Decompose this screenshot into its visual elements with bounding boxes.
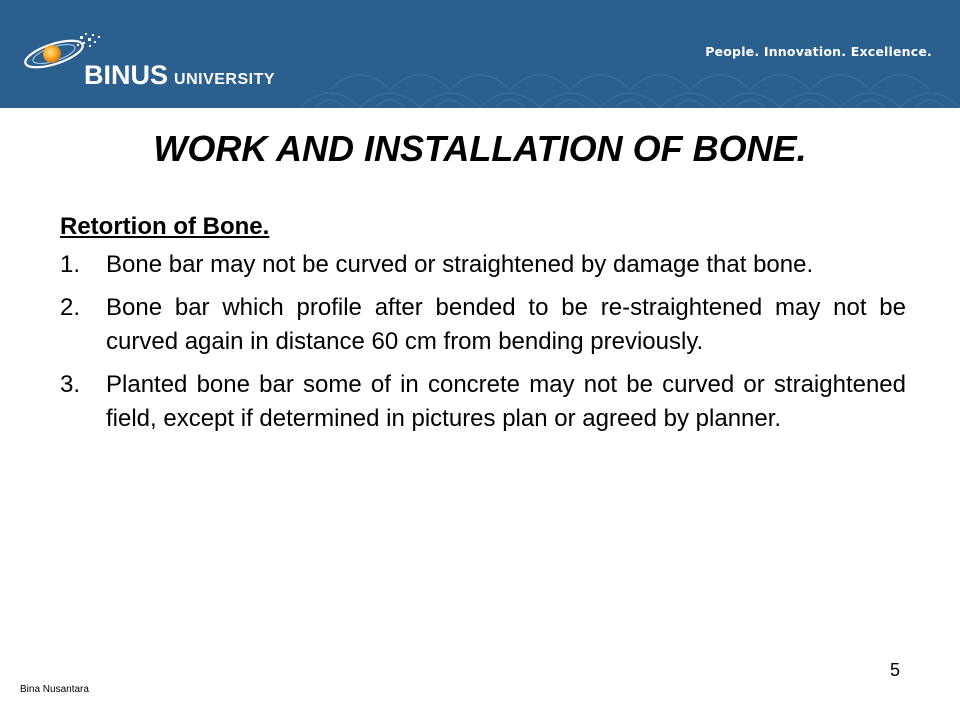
footer-organization: Bina Nusantara	[20, 684, 89, 695]
list-item-text: Bone bar which profile after bended to be re-straightened may not be curved again in distance 60 cm from bending previously.	[106, 294, 906, 355]
list-item	[60, 291, 906, 359]
slide-header	[0, 0, 960, 108]
list-item	[60, 248, 906, 282]
list-item-text: Bone bar may not be curved or straightened by damage that bone.	[106, 251, 814, 278]
logo-suffix: UNIVERSITY	[174, 71, 276, 88]
slide-title: WORK AND INSTALLATION OF BONE.	[153, 128, 807, 169]
section-subheading: Retortion of Bone.	[60, 213, 270, 240]
page-number: 5	[890, 660, 901, 680]
header-tagline: People. Innovation. Excellence.	[705, 44, 932, 59]
list-item-number: 3.	[60, 371, 81, 398]
slide-body	[60, 210, 906, 445]
logo-wordmark	[84, 60, 275, 91]
list-item-number: 1.	[60, 251, 81, 278]
list-item	[60, 368, 906, 436]
numbered-list	[60, 248, 906, 436]
list-item-text: Planted bone bar some of in concrete may not be curved or straightened field, except if determined in pictures plan or agreed by planner.	[106, 371, 906, 432]
list-item-number: 2.	[60, 294, 81, 321]
logo-name: BINUS	[84, 60, 169, 90]
